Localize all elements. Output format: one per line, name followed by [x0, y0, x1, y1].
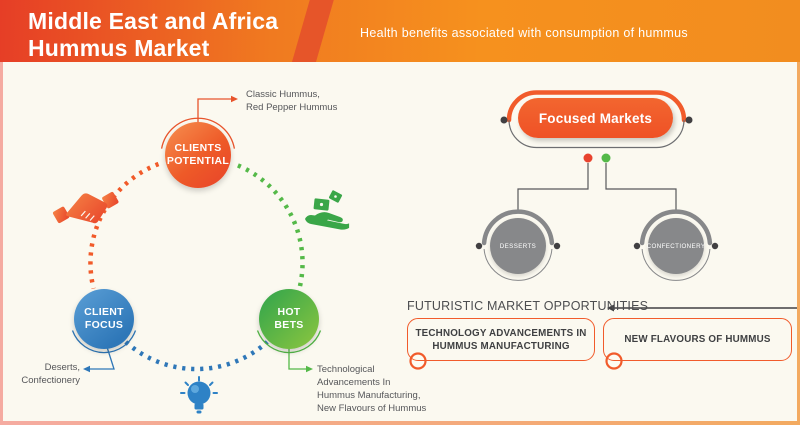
- branch-line-right: [606, 163, 676, 212]
- money-hand-icon: [305, 190, 349, 230]
- annotation-line: Advancements In: [317, 377, 391, 388]
- lightbulb-icon: [181, 377, 217, 414]
- node-client-focus: [74, 289, 134, 349]
- segment-confectionery: [648, 218, 704, 274]
- dotted-arc-orange: [90, 164, 158, 289]
- opportunities-title: FUTURISTIC MARKET OPPORTUNITIES: [407, 299, 649, 313]
- annotation-line: Classic Hummus,: [246, 89, 320, 100]
- annotation-line: Deserts,: [44, 362, 80, 373]
- dotted-arc-green: [238, 165, 303, 288]
- annotation-line: Hummus Manufacturing,: [317, 390, 421, 401]
- annotation-hot-bets: [317, 363, 457, 415]
- node-label: POTENTIAL: [166, 155, 230, 167]
- node-label: FOCUS: [84, 319, 124, 331]
- node-label: HOT: [277, 306, 301, 318]
- annotation-line: Technological: [317, 364, 375, 375]
- opportunity-box-line: HUMMUS MANUFACTURING: [432, 340, 570, 352]
- node-clients-potential: [165, 122, 231, 188]
- focused-markets-dot-left: [501, 117, 508, 124]
- segment-desserts: [490, 218, 546, 274]
- page-title-line1: Middle East and Africa: [28, 8, 279, 34]
- node-hot-bets: [259, 289, 319, 349]
- confectionery-dot-right: [712, 243, 718, 249]
- annotation-line: New Flavours of Hummus: [317, 403, 427, 414]
- node-label: BETS: [274, 319, 304, 331]
- focused-markets-label: Focused Markets: [538, 110, 653, 126]
- node-label: CLIENTS: [174, 142, 222, 154]
- branch-line-left: [518, 163, 588, 212]
- opportunity-box-flavours: [603, 318, 792, 361]
- arrow-left-blue-icon: [83, 366, 90, 372]
- opportunity-box-technology: [407, 318, 595, 361]
- desserts-dot-right: [554, 243, 560, 249]
- node-label: CLIENT: [84, 306, 124, 318]
- annotation-line: Confectionery: [21, 375, 80, 386]
- annotation-line: Red Pepper Hummus: [246, 102, 338, 113]
- header-subtitle: Health benefits associated with consumption of hummus: [360, 26, 688, 40]
- page-title-line2: Hummus Market: [28, 35, 210, 61]
- confectionery-dot-left: [634, 243, 640, 249]
- segment-label: DESSERTS: [499, 242, 537, 250]
- opportunity-box-line: TECHNOLOGY ADVANCEMENTS IN: [415, 327, 587, 339]
- segment-label: CONFECTIONERY: [646, 242, 706, 250]
- focused-markets-pill: [518, 98, 673, 138]
- opportunity-box-line: NEW FLAVOURS OF HUMMUS: [624, 334, 771, 345]
- focused-markets-dot-right: [686, 117, 693, 124]
- branch-dot-red: [584, 154, 593, 163]
- annotation-clients-potential: [246, 88, 376, 114]
- arrow-right-orange-icon: [231, 96, 238, 102]
- branch-dot-green: [602, 154, 611, 163]
- dotted-arc-blue: [126, 342, 267, 369]
- desserts-dot-left: [476, 243, 482, 249]
- annotation-client-focus: [8, 361, 80, 387]
- handshake-icon: [50, 188, 122, 230]
- arrow-right-green-icon: [306, 366, 313, 372]
